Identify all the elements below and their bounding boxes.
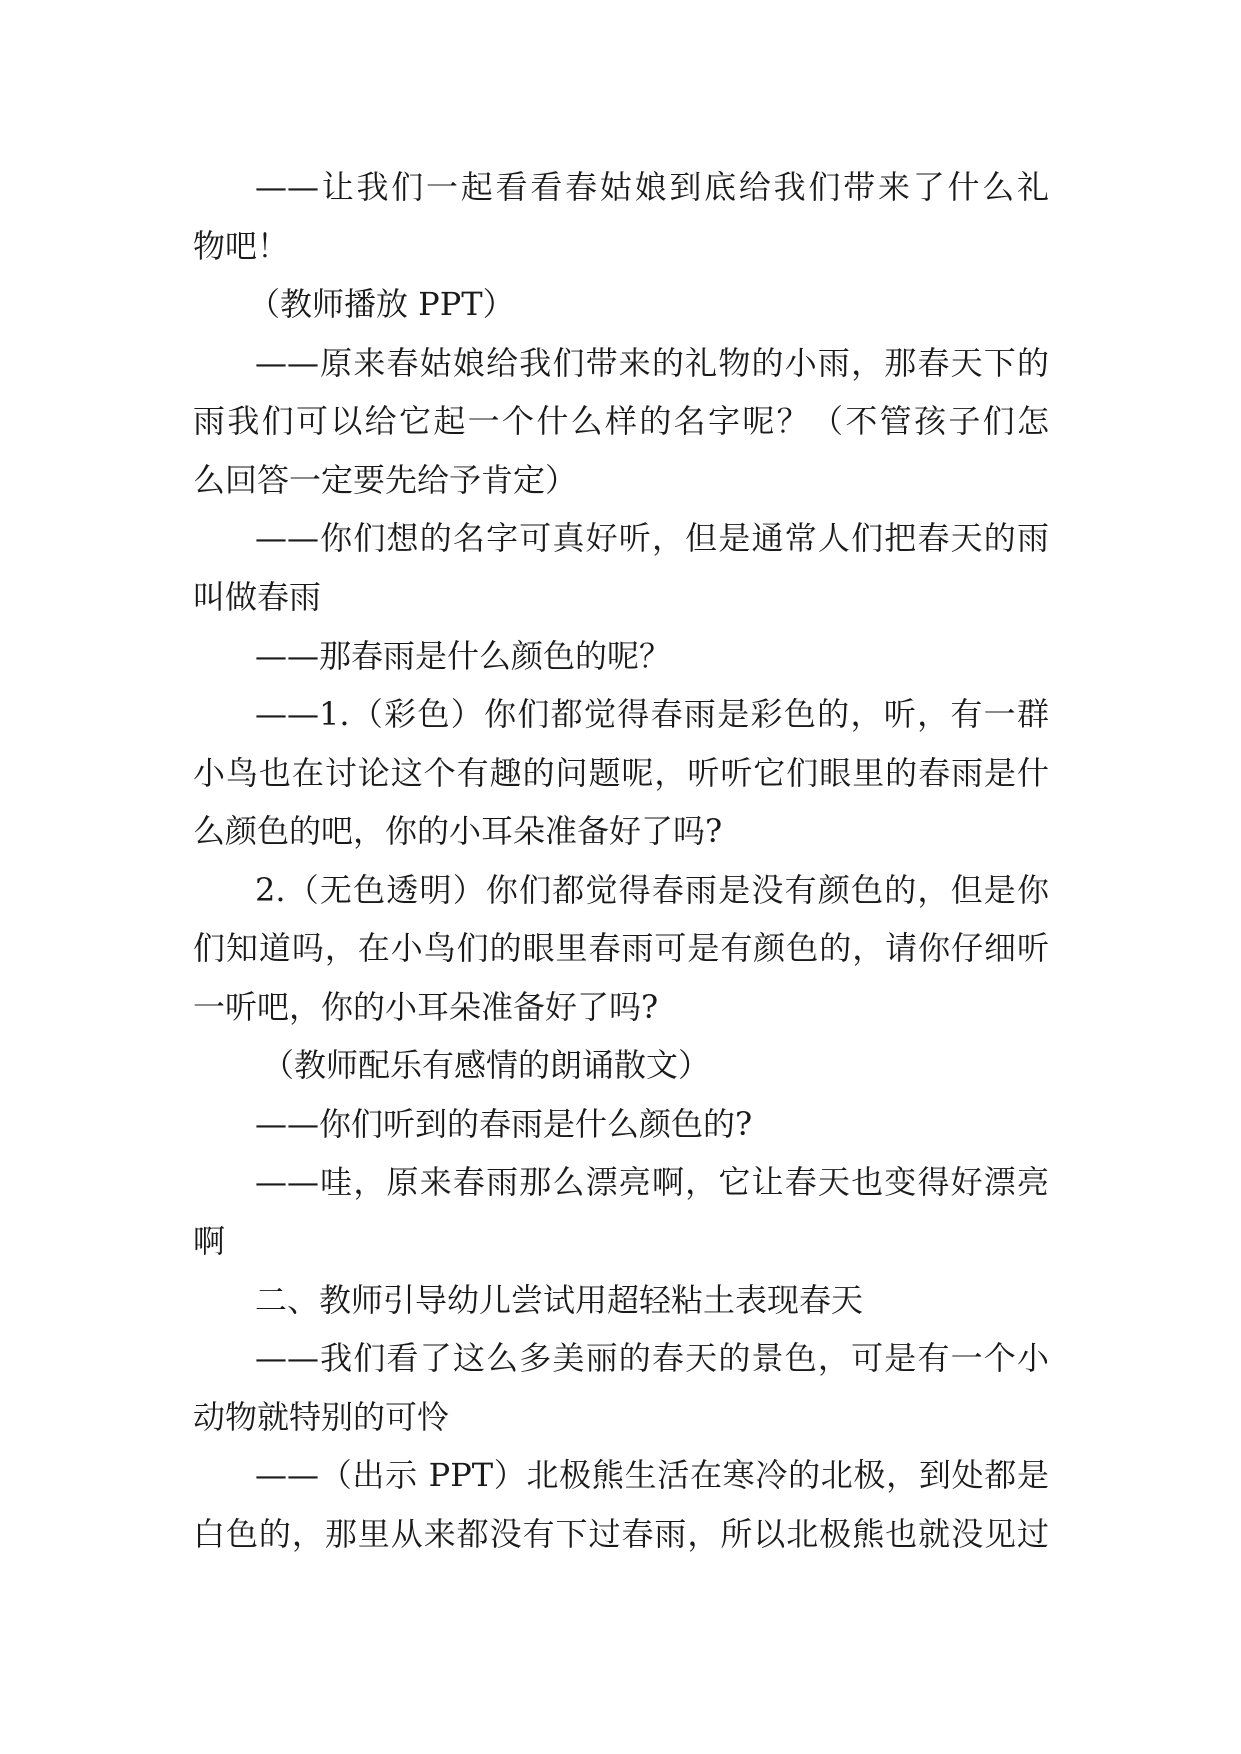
- text-line: 物吧！: [193, 227, 290, 265]
- text-line: 雨我们可以给它起一个什么样的名字呢？（不管孩子们怎: [193, 402, 1049, 440]
- text-line: 啊: [193, 1222, 226, 1260]
- text-line: 动物就特别的可怜: [193, 1398, 450, 1436]
- text-line: ——让我们一起看看春姑娘到底给我们带来了什么礼: [255, 168, 1049, 206]
- text-line: 白色的，那里从来都没有下过春雨，所以北极熊也就没见过: [193, 1515, 1049, 1553]
- text-line: ——你们听到的春雨是什么颜色的?: [255, 1105, 753, 1143]
- text-line: 么颜色的吧，你的小耳朵准备好了吗?: [193, 812, 723, 850]
- text-line: 2.（无色透明）你们都觉得春雨是没有颜色的，但是你: [255, 871, 1049, 909]
- text-line: （教师播放 PPT）: [248, 285, 515, 323]
- text-line: ——1.（彩色）你们都觉得春雨是彩色的，听，有一群: [255, 695, 1049, 733]
- text-line: ——那春雨是什么颜色的呢？: [255, 637, 672, 675]
- text-line: ——原来春姑娘给我们带来的礼物的小雨，那春天下的: [255, 344, 1049, 382]
- text-line: 们知道吗，在小鸟们的眼里春雨可是有颜色的，请你仔细听: [193, 929, 1049, 967]
- text-line: 叫做春雨: [193, 578, 322, 616]
- text-line: 小鸟也在讨论这个有趣的问题呢，听听它们眼里的春雨是什: [193, 754, 1049, 792]
- text-line: （教师配乐有感情的朗诵散文）: [262, 1046, 711, 1084]
- text-line: 一听吧，你的小耳朵准备好了吗?: [193, 988, 659, 1026]
- text-line: 么回答一定要先给予肯定）: [193, 461, 578, 499]
- section-heading: 二、教师引导幼儿尝试用超轻粘土表现春天: [255, 1281, 864, 1319]
- text-line: ——哇，原来春雨那么漂亮啊，它让春天也变得好漂亮: [255, 1163, 1049, 1201]
- text-line: ——我们看了这么多美丽的春天的景色，可是有一个小: [255, 1339, 1049, 1377]
- text-line: ——（出示 PPT）北极熊生活在寒冷的北极，到处都是: [255, 1456, 1049, 1494]
- text-line: ——你们想的名字可真好听，但是通常人们把春天的雨: [255, 519, 1049, 557]
